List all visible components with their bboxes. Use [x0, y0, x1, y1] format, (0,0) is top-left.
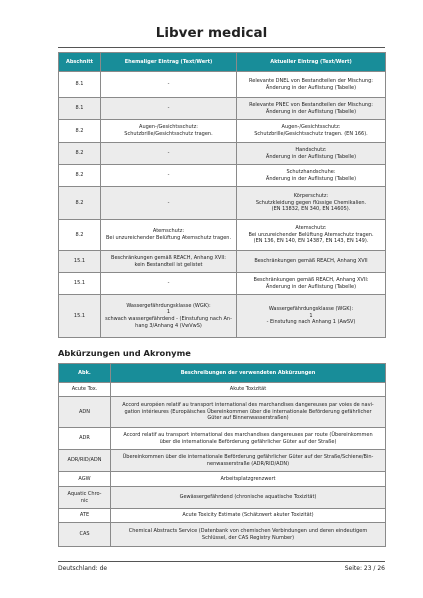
- changes-table-header: [59, 53, 386, 72]
- row-description: Gewässergefährdend (chronische aquatische Toxizität): [111, 487, 386, 509]
- abbreviations-table-row: [59, 472, 386, 487]
- row-abbreviation: AGW: [59, 472, 111, 487]
- row-current-entry: Atemschutz: Bei unzureichender Belüftung Atemschutz tragen. (EN 136, EN 140, EN 14387, EN 143, EN 149).: [237, 220, 386, 251]
- footer-page-number: Seite: 23 / 26: [344, 565, 385, 572]
- row-section: 8.1: [59, 98, 101, 120]
- row-abbreviation: Acute Tox.: [59, 383, 111, 397]
- row-previous-entry: -: [101, 273, 237, 295]
- row-description: Acute Toxicity Estimate (Schätzwert akuter Toxizität): [111, 509, 386, 523]
- header-rule: [58, 47, 385, 48]
- row-abbreviation: CAS: [59, 523, 111, 547]
- changes-table-row: [59, 72, 386, 98]
- row-description: Accord européen relatif au transport international des marchandises dangereuses par voies de navi- gation intérieures (Europäisches Übereinkommen über die internationale Beförderung gefährlicher Güter auf Binnenwasserstraßen): [111, 397, 386, 428]
- row-section: 8.2: [59, 220, 101, 251]
- row-previous-entry: Atemschutz: Bei unzureichender Belüftung Atemschutz tragen.: [101, 220, 237, 251]
- row-section: 8.2: [59, 143, 101, 165]
- abbreviations-table-row: [59, 509, 386, 523]
- row-current-entry: Augen-/Gesichtsschutz: Schutzbrille/Gesichtsschutz tragen. (EN 166).: [237, 120, 386, 143]
- changes-table-row: [59, 98, 386, 120]
- abbreviations-table: [58, 363, 386, 547]
- column-header-current: Aktueller Eintrag (Text/Wert): [237, 53, 386, 72]
- row-section: 8.2: [59, 187, 101, 220]
- changes-table-row: [59, 120, 386, 143]
- abbreviations-table-header: [59, 364, 386, 383]
- row-description: Chemical Abstracts Service (Datenbank von chemischen Verbindungen und deren eindeutigem Schlüssel, der CAS Registry Number): [111, 523, 386, 547]
- abbreviations-table-row: [59, 383, 386, 397]
- row-section: 15.1: [59, 295, 101, 338]
- abbreviations-table-row: [59, 450, 386, 472]
- row-previous-entry: -: [101, 187, 237, 220]
- row-section: 15.1: [59, 273, 101, 295]
- row-current-entry: Beschränkungen gemäß REACH, Anhang XVII: Änderung in der Auflistung (Tabelle): [237, 273, 386, 295]
- row-abbreviation: ATE: [59, 509, 111, 523]
- row-previous-entry: -: [101, 165, 237, 187]
- footer-rule: [58, 561, 385, 562]
- row-previous-entry: -: [101, 98, 237, 120]
- row-section: 8.2: [59, 120, 101, 143]
- row-previous-entry: Wassergefährdungsklasse (WGK): 1 schwach wassergefährdend - (Einstufung nach An- hang 3/Anhang 4 (VwVwS): [101, 295, 237, 338]
- row-previous-entry: Beschränkungen gemäß REACH, Anhang XVII: kein Bestandteil ist gelistet: [101, 251, 237, 273]
- row-current-entry: Handschutz: Änderung in der Auflistung (Tabelle): [237, 143, 386, 165]
- document-title: Libver medical: [155, 25, 268, 41]
- row-previous-entry: Augen-/Gesichtsschutz: Schutzbrille/Gesichtsschutz tragen.: [101, 120, 237, 143]
- row-section: 8.1: [59, 72, 101, 98]
- abbreviations-table-row: [59, 487, 386, 509]
- column-header-section: Abschnitt: [59, 53, 101, 72]
- row-abbreviation: Aquatic Chro- nic: [59, 487, 111, 509]
- changes-table-row: [59, 273, 386, 295]
- abbreviations-heading: Abkürzungen und Akronyme: [58, 348, 191, 358]
- row-current-entry: Beschränkungen gemäß REACH, Anhang XVII: [237, 251, 386, 273]
- changes-table-row: [59, 220, 386, 251]
- abbreviations-table-row: [59, 428, 386, 450]
- row-abbreviation: ADN: [59, 397, 111, 428]
- changes-table-row: [59, 143, 386, 165]
- row-description: Übereinkommen über die internationale Beförderung gefährlicher Güter auf der Straße/Schiene/Bin- nenwasserstraße (ADR/RID/ADN): [111, 450, 386, 472]
- footer-country: Deutschland: de: [58, 565, 108, 572]
- row-current-entry: Schutzhandschuhe: Änderung in der Auflistung (Tabelle): [237, 165, 386, 187]
- column-header-abbreviation: Abk.: [59, 364, 111, 383]
- row-current-entry: Relevante DNEL von Bestandteilen der Mischung: Änderung in der Auflistung (Tabelle): [237, 72, 386, 98]
- column-header-previous: Ehemaliger Eintrag (Text/Wert): [101, 53, 237, 72]
- row-description: Akute Toxizität: [111, 383, 386, 397]
- changes-table-row: [59, 295, 386, 338]
- row-abbreviation: ADR: [59, 428, 111, 450]
- changes-table-row: [59, 251, 386, 273]
- changes-table-row: [59, 165, 386, 187]
- row-current-entry: Wassergefährdungsklasse (WGK): 1 - Einstufung nach Anhang 1 (AwSV): [237, 295, 386, 338]
- abbreviations-table-row: [59, 397, 386, 428]
- column-header-description: Beschreibungen der verwendeten Abkürzungen: [111, 364, 386, 383]
- row-current-entry: Relevante PNEC von Bestandteilen der Mischung: Änderung in der Auflistung (Tabelle): [237, 98, 386, 120]
- abbreviations-table-row: [59, 523, 386, 547]
- changes-table-row: [59, 187, 386, 220]
- row-previous-entry: -: [101, 143, 237, 165]
- row-section: 8.2: [59, 165, 101, 187]
- row-description: Arbeitsplatzgrenzwert: [111, 472, 386, 487]
- changes-table: [58, 52, 386, 338]
- row-abbreviation: ADR/RID/ADN: [59, 450, 111, 472]
- row-previous-entry: -: [101, 72, 237, 98]
- row-description: Accord relatif au transport international des marchandises dangereuses par route (Übereinkommen über die internationale Beförderung gefährlicher Güter auf der Straße): [111, 428, 386, 450]
- row-section: 15.1: [59, 251, 101, 273]
- row-current-entry: Körperschutz: Schutzkleidung gegen flüssige Chemikalien. (EN 13832, EN 340, EN 14605).: [237, 187, 386, 220]
